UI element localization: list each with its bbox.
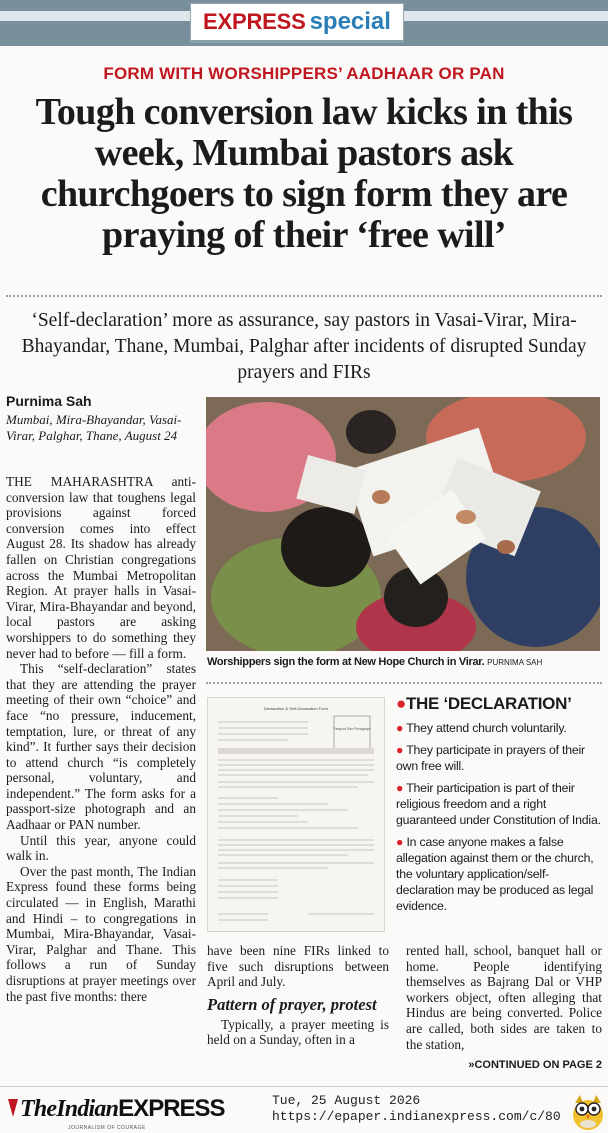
paragraph: Until this year, anyone could walk in. [6,832,196,864]
footer [0,1086,608,1133]
paragraph: THE MAHARASHTRA anti-conversion law that toughens legal provisions against forced conversion comes into effect August 28. Its shadow has already fallen on Christian congregations across the Mumbai Metropolitan Region. At prayer halls in Vasai-Virar, Mira-Bhayandar and beyond, local pastors are asking worshippers to do something they never had to before — fill a form. [6,474,196,661]
paragraph: This “self-declaration” states that they are attending the prayer meeting of their own “choice” and face “no pressure, inducement, temptation, lure, or threat of any kind”. It further says their decision to attend church “is completely personal, voluntary, and independent.” The form asks for a passport-size photograph and an Aadhaar or PAN number. [6,661,196,833]
photo-credit: PURNIMA SAH [487,658,543,667]
declaration-heading-text: THE ‘DECLARATION’ [405,694,572,713]
paragraph: rented hall, school, banquet hall or home. People identifying themselves as Bajrang Dal or VHP workers object, often alleging that Hindus are being converted. Police are called, both sides are taken to the station, [406,943,602,1052]
photo-illustration [206,397,600,651]
logo-mark-icon [6,1097,20,1119]
form-image [207,697,385,932]
paragraph: have been nine FIRs linked to five such disruptions between April and July. [207,943,389,990]
edition-date: Tue, 25 August 2026 [272,1093,421,1108]
article-column-2 [207,943,389,1048]
logo-indian: Indian [56,1096,119,1122]
footer-meta [272,1093,561,1125]
list-item-text: They attend church voluntarily. [406,721,567,735]
logo-the: The [20,1096,57,1122]
form-illustration [208,698,384,931]
list-item: ● They attend church voluntarily. [396,721,567,735]
photo-caption [207,656,603,668]
list-item-text: In case anyone makes a false allegation against them or the church, the voluntary application/self-declaration may be produced as legal evidence. [396,835,594,913]
headline: Tough conversion law kicks in this week, Mumbai pastors ask churchgoers to sign form they are praying of their ‘free will’ [35,91,573,256]
badge-special: special [309,8,391,35]
epaper-url[interactable]: https://epaper.indianexpress.com/c/80 [272,1109,561,1124]
logo-express: EXPRESS [118,1095,225,1122]
article-column-1 [6,474,196,1004]
article-column-3 [406,943,602,1052]
byline [6,393,196,444]
bullet-dot: ● [396,694,406,713]
list-item: ● They participate in prayers of their own free will. [396,743,585,773]
paragraph: Over the past month, The Indian Express found these forms being circulated — in English, Marathi and Hindi – to congregations in Mumbai, Mira-Bhayandar, Vasai-Virar, Palghar and Thane. This follows a run of Sunday disruptions at prayer meetings over the past five months: there [6,863,196,1004]
indian-express-logo[interactable] [6,1095,225,1131]
badge-express: EXPRESS [203,9,306,34]
owl-mascot-icon [570,1091,606,1131]
divider [206,682,602,684]
list-item-text: They participate in prayers of their own free will. [396,743,585,773]
logo-tagline: JOURNALISM OF COURAGE [68,1125,146,1131]
article-photo [206,397,600,651]
list-item: ● In case anyone makes a false allegation against them or the church, the voluntary application/self-declaration may be produced as legal evidence. [396,835,594,913]
caption-text: Worshippers sign the form at New Hope Church in Virar. [207,656,485,668]
subheading: Pattern of prayer, protest [207,994,377,1014]
divider [6,295,602,297]
express-special-badge [190,3,404,43]
dateline: Mumbai, Mira-Bhayandar, Vasai-Virar, Palghar, Thane, August 24 [6,412,182,443]
author-name: Purnima Sah [6,393,92,409]
kicker: FORM WITH WORSHIPPERS’ AADHAAR OR PAN [103,64,505,83]
continued-link[interactable]: »CONTINUED ON PAGE 2 [468,1059,602,1071]
form-title: Declaration & Self-Declaration Form [263,706,329,711]
form-photo-box: Passport Size Photograph [333,727,371,731]
declaration-heading [396,694,602,714]
declaration-list [396,720,602,914]
list-item: ● Their participation is part of their religious freedom and a right guaranteed under Constitution of India. [396,781,601,827]
deck: ‘Self-declaration’ more as assurance, say pastors in Vasai-Virar, Mira-Bhayandar, Thane, Mumbai, Palghar after incidents of disrupted Sunday prayers and FIRs [21,310,587,383]
paragraph: Typically, a prayer meeting is held on a Sunday, often in a [207,1016,389,1048]
declaration-box [396,694,602,920]
list-item-text: Their participation is part of their religious freedom and a right guaranteed under Constitution of India. [396,781,601,827]
